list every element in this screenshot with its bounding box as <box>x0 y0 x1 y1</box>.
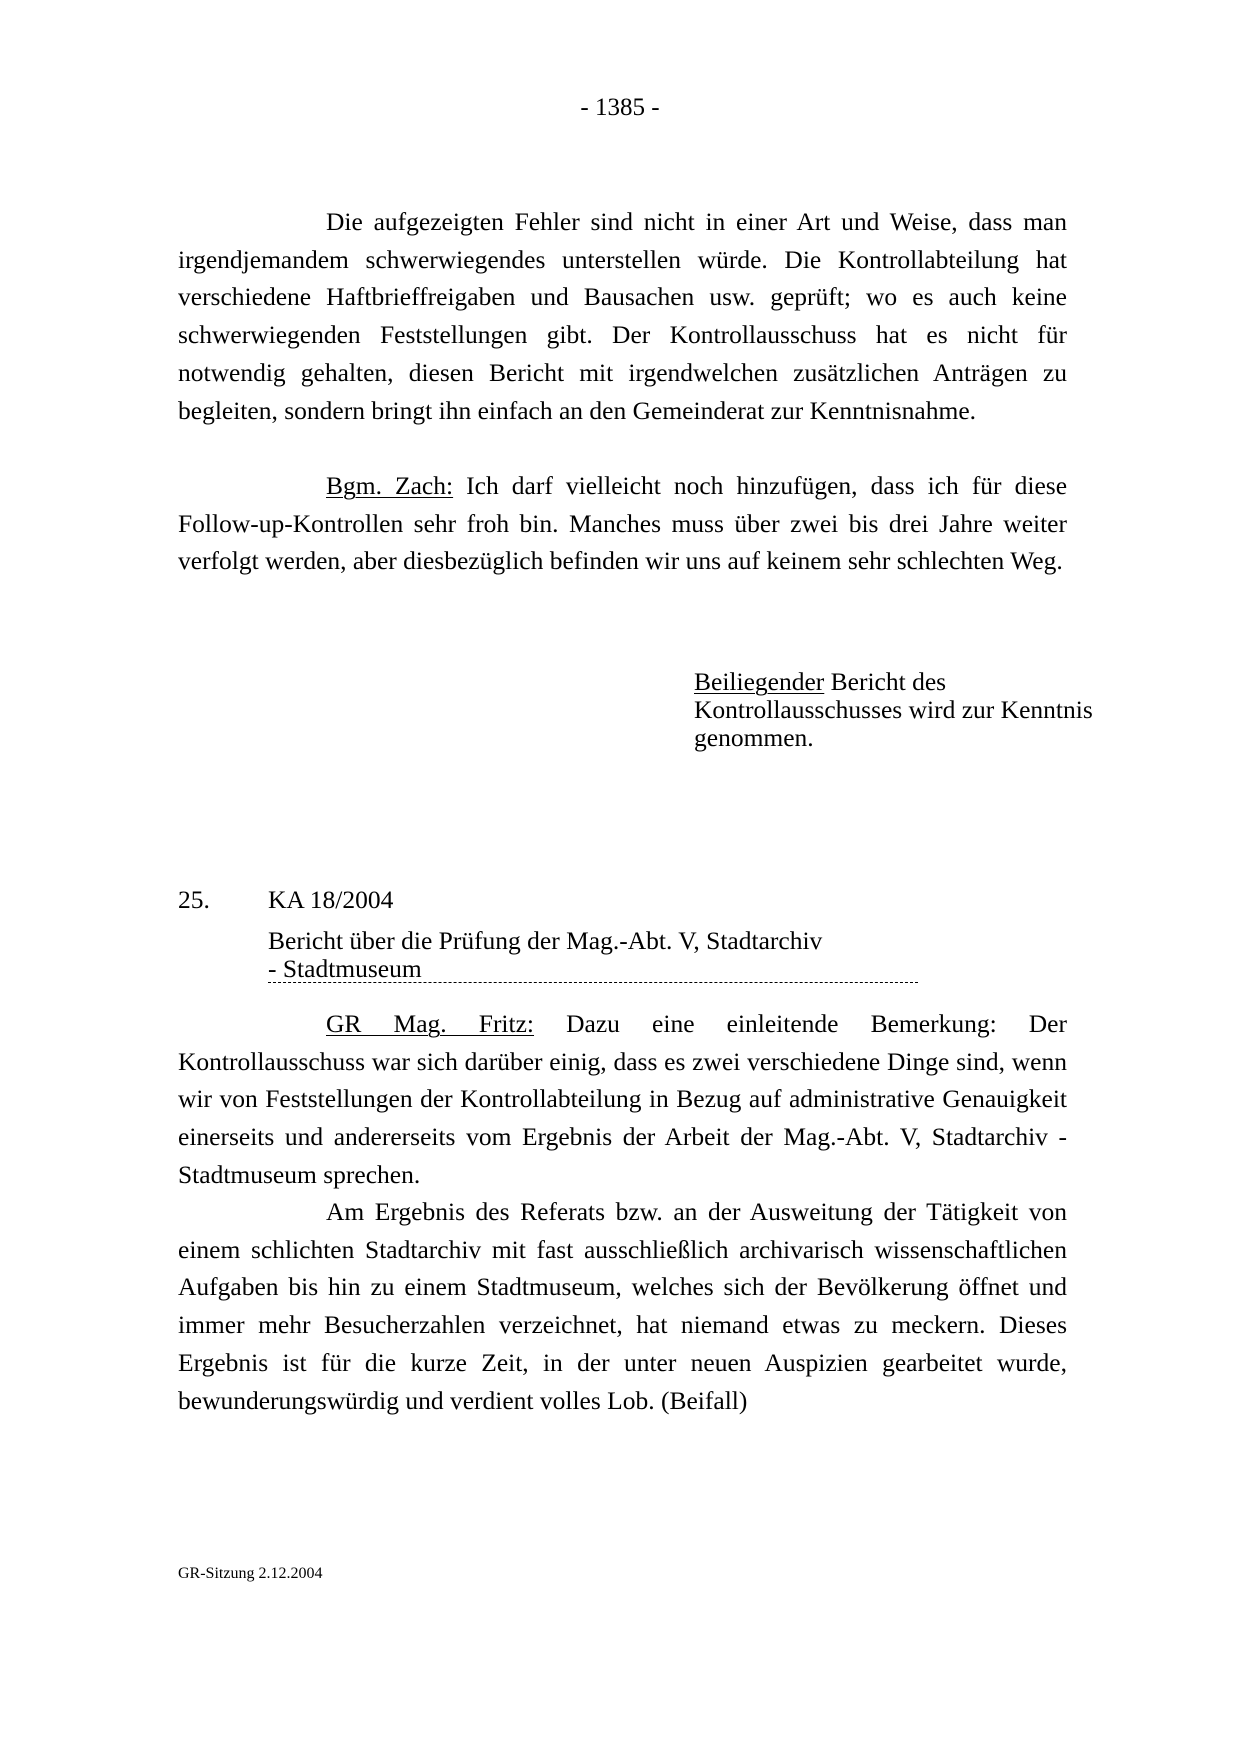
paragraph-intro <box>178 203 1067 429</box>
paragraph-gr-fritz <box>178 1005 1067 1194</box>
resolution-underlined: Beiliegender <box>694 667 825 696</box>
dashed-divider <box>268 982 918 983</box>
resolution-note <box>694 668 1094 752</box>
paragraph-bgm-zach <box>178 467 1067 580</box>
paragraph-gr-fritz-text: Dazu eine einleitende Bemerkung: Der Kontrollausschuss war sich darüber einig, dass es zwei verschiedene Dinge sind, wenn wir von Feststellungen der Kontrollabteilung in Bezug auf administrative Genauigkeit einerseits und andererseits vom Ergebnis der Arbeit der Mag.-Abt. V, Stadtarchiv - Stadtmuseum sprechen. <box>178 1009 1067 1189</box>
agenda-item-title <box>268 927 988 983</box>
agenda-item-number: 25. <box>178 885 210 914</box>
paragraph-ergebnis-text: Am Ergebnis des Referats bzw. an der Ausweitung der Tätigkeit von einem schlichten Stadtarchiv mit fast ausschließlich archivarisch wissenschaftlichen Aufgaben bis hin zu einem Stadtmuseum, welches sich der Bevölkerung öffnet und immer mehr Besucherzahlen verzeichnet, hat niemand etwas zu meckern. Dieses Ergebnis ist für die kurze Zeit, in der unter neuen Auspizien gearbeitet wurde, bewunderungswürdig und verdient volles Lob. (Beifall) <box>178 1197 1067 1415</box>
agenda-item-code: KA 18/2004 <box>268 885 394 914</box>
footer: GR-Sitzung 2.12.2004 <box>178 1565 323 1582</box>
paragraph-ergebnis <box>178 1193 1067 1419</box>
page-number: - 1385 - <box>580 94 660 121</box>
speaker-name: Bgm. Zach: <box>326 471 454 500</box>
paragraph-intro-text: Die aufgezeigten Fehler sind nicht in einer Art und Weise, dass man irgendjemandem schwerwiegendes unterstellen würde. Die Kontrollabteilung hat verschiedene Haftbrieffreigaben und Bausachen usw. geprüft; wo es auch keine schwerwiegenden Feststellungen gibt. Der Kontrollausschuss hat es nicht für notwendig gehalten, diesen Bericht mit irgendwelchen zusätzlichen Anträgen zu begleiten, sondern bringt ihn einfach an den Gemeinderat zur Kenntnisnahme. <box>178 207 1067 425</box>
agenda-item-title-line2: - Stadtmuseum <box>268 954 422 983</box>
resolution-text: Bericht des Kontrollausschusses wird zur Kenntnis genommen. <box>694 667 1093 752</box>
speaker-name: GR Mag. Fritz: <box>326 1009 535 1038</box>
paragraph-bgm-zach-text: Ich darf vielleicht noch hinzufügen, dass ich für diese Follow-up-Kontrollen sehr froh bin. Manches muss über zwei bis drei Jahre weiter verfolgt werden, aber diesbezüglich befinden wir uns auf keinem sehr schlechten Weg. <box>178 471 1068 576</box>
agenda-item-title-line1: Bericht über die Prüfung der Mag.-Abt. V, Stadtarchiv <box>268 926 823 955</box>
